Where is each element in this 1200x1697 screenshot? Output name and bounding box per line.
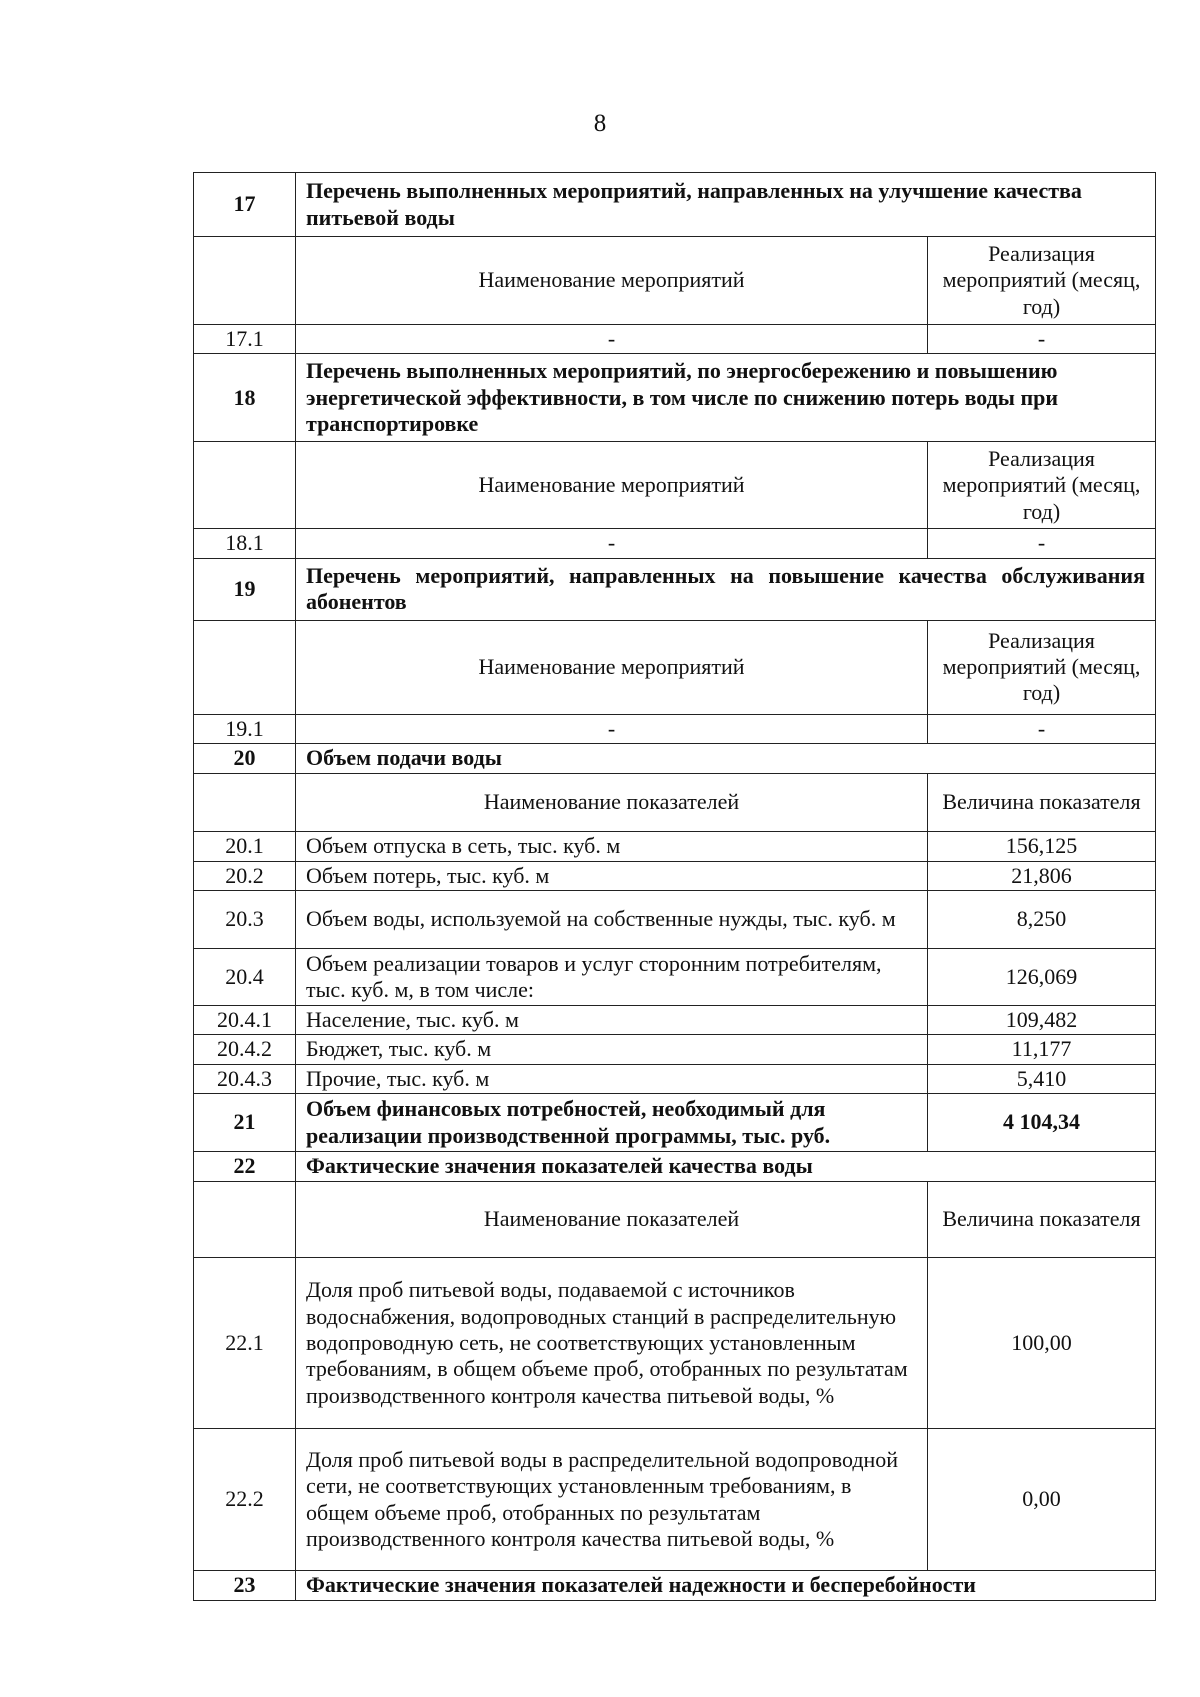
section-number: 17 [194,173,296,237]
row-value: 8,250 [928,890,1156,948]
section-row-20 [194,744,1156,774]
row-number: 17.1 [194,325,296,354]
section-row-23 [194,1571,1156,1600]
row-name: Объем финансовых потребностей, необходимый для реализации производственной программы, тыс. руб. [296,1094,928,1152]
row-value: 0,00 [928,1429,1156,1571]
row-number: 18.1 [194,529,296,558]
row-value: 156,125 [928,832,1156,861]
row-number: 20.4 [194,948,296,1005]
row-number: 20.2 [194,861,296,890]
column-header-row [194,1182,1156,1258]
empty-cell [194,1182,296,1258]
section-number: 18 [194,354,296,442]
table-row [194,714,1156,743]
row-name: - [296,529,928,558]
table-row [194,948,1156,1005]
section-title: Перечень выполненных мероприятий, по энергосбережению и повышению энергетической эффективности, в том числе по снижению потерь воды при транспортировке [296,354,1156,442]
row-name: Объем воды, используемой на собственные нужды, тыс. куб. м [296,890,928,948]
section-row-17 [194,173,1156,237]
table-row [194,1429,1156,1571]
row-name: Объем отпуска в сеть, тыс. куб. м [296,832,928,861]
column-header-value: Реализация мероприятий (месяц, год) [928,442,1156,529]
column-header-value: Величина показателя [928,1182,1156,1258]
section-row-19 [194,558,1156,620]
row-value: - [928,325,1156,354]
row-value: 4 104,34 [928,1094,1156,1152]
column-header-value: Реализация мероприятий (месяц, год) [928,620,1156,714]
column-header-name: Наименование мероприятий [296,237,928,325]
table-row [194,529,1156,558]
column-header-row [194,237,1156,325]
row-value: 126,069 [928,948,1156,1005]
table-row [194,325,1156,354]
section-title: Перечень мероприятий, направленных на повышение качества обслуживания абонентов [296,558,1156,620]
section-title: Фактические значения показателей надежности и бесперебойности [296,1571,1156,1600]
empty-cell [194,442,296,529]
row-value: 5,410 [928,1064,1156,1093]
column-header-name: Наименование показателей [296,1182,928,1258]
section-title: Фактические значения показателей качества воды [296,1152,1156,1182]
column-header-name: Наименование мероприятий [296,620,928,714]
column-header-row [194,620,1156,714]
section-number: 20 [194,744,296,774]
row-name: Бюджет, тыс. куб. м [296,1035,928,1064]
row-number: 20.1 [194,832,296,861]
row-value: 21,806 [928,861,1156,890]
row-value: - [928,529,1156,558]
table-row [194,1258,1156,1429]
row-name: Население, тыс. куб. м [296,1005,928,1034]
section-number: 23 [194,1571,296,1600]
row-number: 19.1 [194,714,296,743]
column-header-name: Наименование показателей [296,774,928,832]
row-name: - [296,325,928,354]
row-name: Прочие, тыс. куб. м [296,1064,928,1093]
page-number: 8 [593,110,607,137]
row-name: - [296,714,928,743]
table-row [194,832,1156,861]
section-number: 22 [194,1152,296,1182]
row-value: 109,482 [928,1005,1156,1034]
row-number: 20.3 [194,890,296,948]
row-number: 20.4.2 [194,1035,296,1064]
table-row [194,890,1156,948]
table-row [194,1005,1156,1034]
table-row [194,861,1156,890]
section-row-21 [194,1094,1156,1152]
row-name: Объем реализации товаров и услуг сторонним потребителям, тыс. куб. м, в том числе: [296,948,928,1005]
row-number: 22.1 [194,1258,296,1429]
table-row [194,1035,1156,1064]
section-row-18 [194,354,1156,442]
row-name: Доля проб питьевой воды, подаваемой с источников водоснабжения, водопроводных станций в распределительную водопроводную сеть, не соответствующих установленным требованиям, в общем объеме проб, отобранных по результатам производственного контроля качества питьевой воды, % [296,1258,928,1429]
row-name: Объем потерь, тыс. куб. м [296,861,928,890]
column-header-row [194,774,1156,832]
column-header-value: Величина показателя [928,774,1156,832]
table-row [194,1064,1156,1093]
row-number: 20.4.3 [194,1064,296,1093]
empty-cell [194,237,296,325]
row-name: Доля проб питьевой воды в распределительной водопроводной сети, не соответствующих установленным требованиям, в общем объеме проб, отобранных по результатам производственного контроля качества питьевой воды, % [296,1429,928,1571]
column-header-name: Наименование мероприятий [296,442,928,529]
row-number: 22.2 [194,1429,296,1571]
row-value: 100,00 [928,1258,1156,1429]
empty-cell [194,620,296,714]
section-title: Перечень выполненных мероприятий, направленных на улучшение качества питьевой воды [296,173,1156,237]
column-header-row [194,442,1156,529]
row-value: 11,177 [928,1035,1156,1064]
empty-cell [194,774,296,832]
column-header-value: Реализация мероприятий (месяц, год) [928,237,1156,325]
section-title: Объем подачи воды [296,744,1156,774]
section-number: 21 [194,1094,296,1152]
section-row-22 [194,1152,1156,1182]
row-value: - [928,714,1156,743]
section-number: 19 [194,558,296,620]
production-program-table [193,172,1156,1601]
row-number: 20.4.1 [194,1005,296,1034]
